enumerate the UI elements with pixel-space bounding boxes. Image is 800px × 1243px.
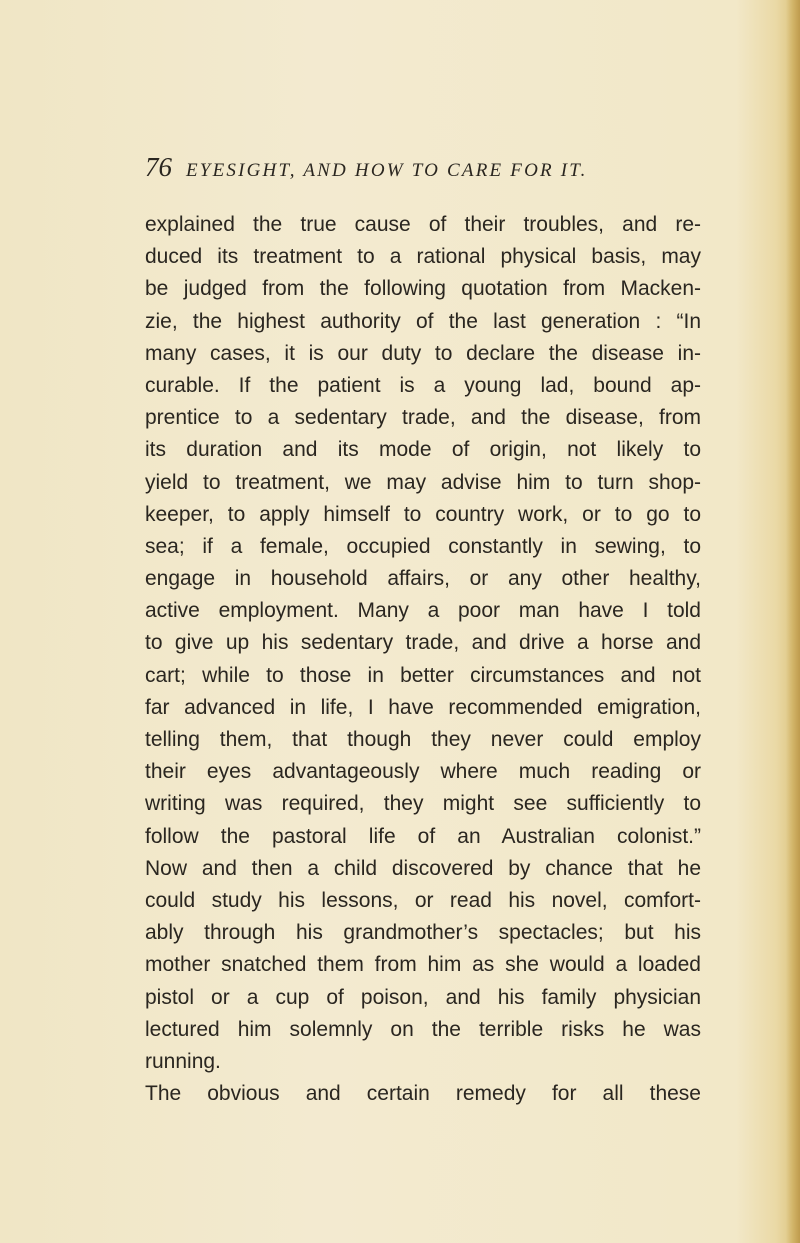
text-line: Now and then a child discovered by chance that he xyxy=(145,856,701,880)
text-line: telling them, that though they never could employ xyxy=(145,728,701,751)
text-line: curable. If the patient is a young lad, bound ap- xyxy=(145,373,701,397)
text-line: cart; while to those in better circumstances and not xyxy=(145,663,701,687)
text-line: writing was required, they might see sufficiently to xyxy=(145,792,701,816)
text-line: to give up his sedentary trade, and drive a horse and xyxy=(145,631,701,655)
text-line: could study his lessons, or read his novel, comfort- xyxy=(145,888,701,912)
running-title: EYESIGHT, AND HOW TO CARE FOR IT. xyxy=(186,160,588,181)
text-line: engage in household affairs, or any other healthy, xyxy=(145,567,701,591)
text-line: duced its treatment to a rational physical basis, may xyxy=(145,245,701,269)
page-edge xyxy=(786,0,800,1243)
text-line: yield to treatment, we may advise him to turn shop- xyxy=(145,470,701,494)
text-line: many cases, it is our duty to declare the disease in- xyxy=(145,341,701,365)
text-line: keeper, to apply himself to country work, or to go to xyxy=(145,502,701,526)
text-line: far advanced in life, I have recommended emigration, xyxy=(145,695,701,719)
text-line: pistol or a cup of poison, and his family physician xyxy=(145,985,701,1009)
text-line: The obvious and certain remedy for all these xyxy=(145,1082,701,1106)
text-line: ably through his grandmother’s spectacles; but his xyxy=(145,921,701,945)
text-line: mother snatched them from him as she would a loaded xyxy=(145,953,701,977)
text-line: running. xyxy=(145,1049,221,1073)
text-line: follow the pastoral life of an Australian colonist.” xyxy=(145,824,701,848)
body-text xyxy=(145,209,701,1110)
text-line: be judged from the following quotation from Macken- xyxy=(145,277,701,301)
running-head xyxy=(145,152,745,188)
text-line: lectured him solemnly on the terrible risks he was xyxy=(145,1017,701,1041)
text-line: prentice to a sedentary trade, and the disease, from xyxy=(145,406,701,430)
text-line: zie, the highest authority of the last generation : “In xyxy=(145,309,701,333)
text-line: active employment. Many a poor man have I told xyxy=(145,599,701,623)
text-line: their eyes advantageously where much reading or xyxy=(145,760,701,784)
text-line: explained the true cause of their troubles, and re- xyxy=(145,213,701,236)
text-line: sea; if a female, occupied constantly in sewing, to xyxy=(145,534,701,558)
page-number: 76 xyxy=(145,152,172,182)
text-line: its duration and its mode of origin, not likely to xyxy=(145,438,701,462)
